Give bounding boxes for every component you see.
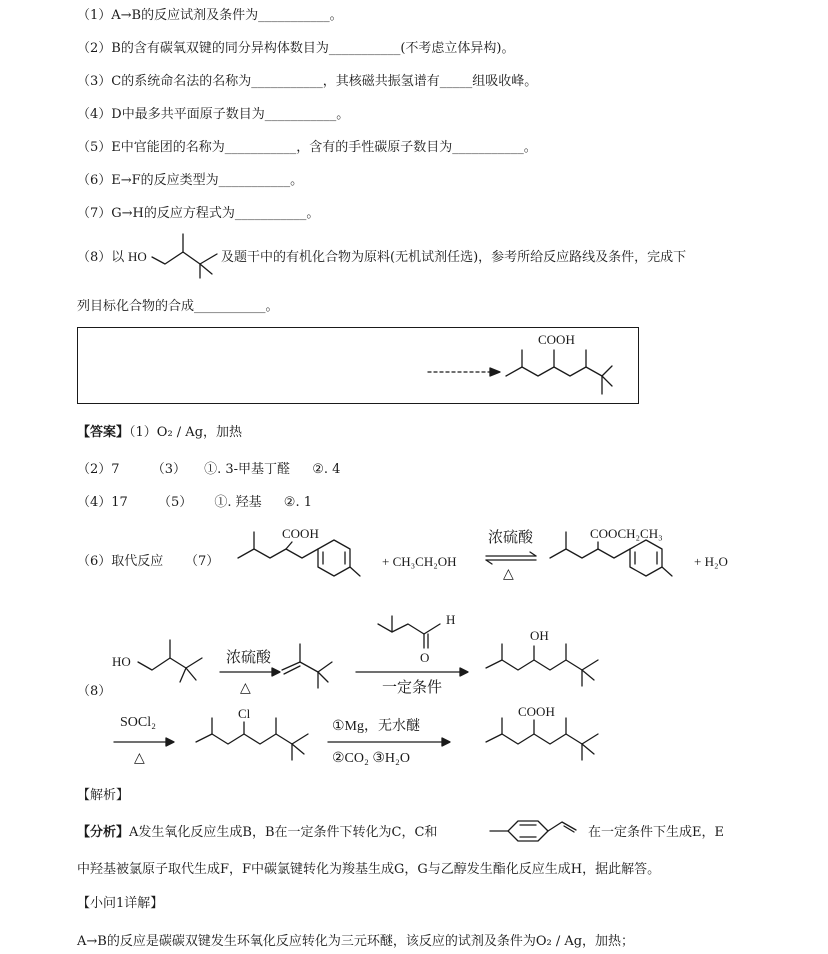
step4-bottom-label: ②CO₂ ③H₂O <box>332 751 411 766</box>
step3-bottom-label: △ <box>134 751 145 766</box>
route-cl-label: Cl <box>238 706 251 721</box>
step1-bottom-label: △ <box>240 681 251 696</box>
answer-4: （4）17 <box>77 495 128 510</box>
ethanol-label: + CH₃CH₂OH <box>382 554 457 569</box>
route-ho-label: HO <box>112 654 131 669</box>
answer-7-num: （7） <box>185 554 220 569</box>
question-8-prefix: （8）以 <box>77 250 125 265</box>
synthesis-route-row2 <box>110 700 610 784</box>
answer-1-reagent: O₂ / Ag <box>156 425 204 440</box>
step2-bottom-label: 一定条件 <box>382 680 443 696</box>
answer-title: 【答案】 <box>77 425 130 440</box>
subquestion-1-heading: 【小问1详解】 <box>77 896 164 911</box>
analysis-line-2: 中羟基被氯原子取代生成F，F中碳氯键转化为羧基生成G，G与乙醇发生酯化反应生成H，据此解答。 <box>77 862 661 877</box>
aldehyde-o-label: O <box>420 650 430 665</box>
target-compound-structure <box>420 330 640 406</box>
water-label: + H₂O <box>694 554 728 569</box>
answer-1-suffix: ，加热 <box>203 425 243 440</box>
heat-label: △ <box>503 567 514 582</box>
answer-1-num: （1） <box>129 425 157 440</box>
route-oh-label: OH <box>530 628 549 643</box>
q8-ho-label: HO <box>128 249 147 264</box>
question-8-text: 及题干中的有机化合物为原料(无机试剂任选)，参考所给反应路线及条件，完成下 <box>221 250 687 265</box>
catalyst-label: 浓硫酸 <box>488 530 534 546</box>
fenxi-label: 【分析】 <box>77 825 130 840</box>
answer-3-part1: ①. 3-甲基丁醛 <box>204 462 291 477</box>
answer-8-num: （8） <box>77 684 112 699</box>
target-cooh-label: COOH <box>538 332 575 347</box>
answer-2: （2）7 <box>77 462 120 477</box>
route-cooh-label: COOH <box>518 704 555 719</box>
answer-line-1 <box>77 424 242 442</box>
esterification-equation <box>230 522 770 606</box>
subquestion-1-text: A→B的反应是碳碳双键发生环氧化反应转化为三元环醚，该反应的试剂及条件为O₂ / Ag，加热； <box>77 934 635 949</box>
answer-6: （6）取代反应 <box>77 554 164 569</box>
starting-alcohol-structure <box>120 228 230 282</box>
question-4: （4）D中最多共平面原子数目为___________。 <box>77 107 350 122</box>
question-8-line2: 列目标化合物的合成___________。 <box>77 299 279 314</box>
answer-line-2 <box>77 461 340 479</box>
fenxi-text-2: 在一定条件下生成E，E <box>588 825 724 840</box>
answer-5-part1: ①. 羟基 <box>214 495 262 510</box>
answer-3-part2: ②. 4 <box>312 462 341 477</box>
acid-cooh-label: COOH <box>282 526 319 541</box>
styrene-derivative-structure <box>488 816 598 850</box>
synthesis-route-row1 <box>110 610 610 704</box>
question-6: （6）E→F的反应类型为___________。 <box>77 173 304 188</box>
analysis-title: 【解析】 <box>77 788 130 803</box>
answer-line-3 <box>77 494 312 512</box>
question-1: （1）A→B的反应试剂及条件为___________。 <box>77 8 343 23</box>
step3-top-label: SOCl₂ <box>120 715 157 730</box>
answer-5-part2: ②. 1 <box>283 495 312 510</box>
fenxi-text-1: A发生氧化反应生成B，B在一定条件下转化为C，C和 <box>129 825 438 840</box>
answer-5-num: （5） <box>157 495 193 510</box>
aldehyde-h-label: H <box>446 612 456 627</box>
step1-top-label: 浓硫酸 <box>226 650 272 666</box>
question-3: （3）C的系统命名法的名称为___________，其核磁共振氢谱有_____组吸收峰。 <box>77 74 538 89</box>
answer-3-num: （3） <box>151 462 186 477</box>
analysis-line-1 <box>77 824 437 842</box>
question-7: （7）G→H的反应方程式为___________。 <box>77 206 320 221</box>
step4-top-label: ①Mg，无水醚 <box>332 719 420 734</box>
question-2: （2）B的含有碳氧双键的同分异构体数目为___________(不考虑立体异构)。 <box>77 41 515 56</box>
ester-label: COOCH₂CH₃ <box>590 526 663 541</box>
question-5: （5）E中官能团的名称为___________，含有的手性碳原子数目为___________。 <box>77 140 537 155</box>
